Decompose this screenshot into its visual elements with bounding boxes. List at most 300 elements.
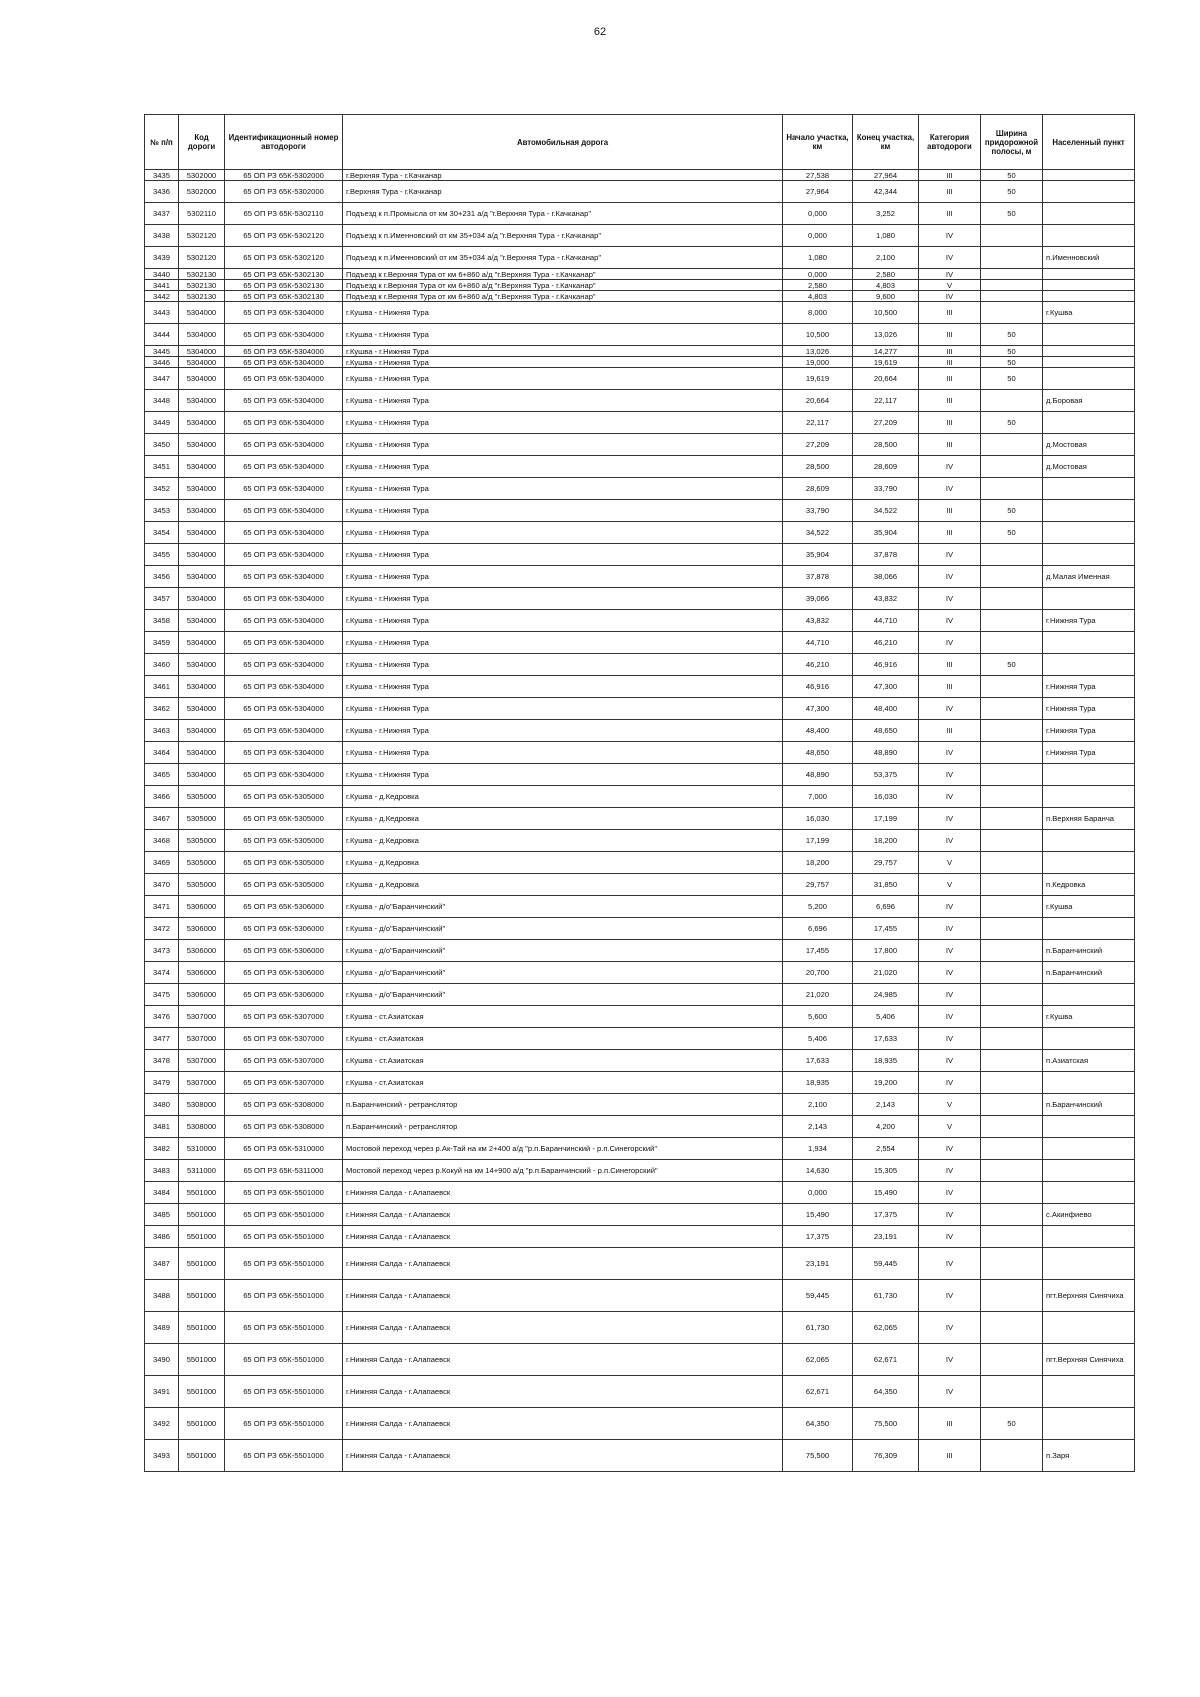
settlement-cell [1043, 918, 1135, 940]
settlement-cell [1043, 412, 1135, 434]
road-code-cell: 5304000 [179, 676, 225, 698]
road-code-cell: 5306000 [179, 962, 225, 984]
settlement-cell [1043, 786, 1135, 808]
end-km-cell: 28,609 [853, 456, 919, 478]
category-cell: IV [919, 1204, 981, 1226]
category-cell: IV [919, 1072, 981, 1094]
road-code-cell: 5304000 [179, 720, 225, 742]
settlement-cell: п.Баранчинский [1043, 1094, 1135, 1116]
road-code-cell: 5501000 [179, 1204, 225, 1226]
settlement-cell [1043, 324, 1135, 346]
end-km-cell: 15,490 [853, 1182, 919, 1204]
end-km-cell: 15,305 [853, 1160, 919, 1182]
width-cell [981, 764, 1043, 786]
road-code-cell: 5304000 [179, 610, 225, 632]
road-name-cell: г.Верхняя Тура - г.Качканар [343, 181, 783, 203]
category-cell: III [919, 368, 981, 390]
category-cell: III [919, 1408, 981, 1440]
row-number-cell: 3450 [145, 434, 179, 456]
road-id-cell: 65 ОП РЗ 65К-5304000 [225, 632, 343, 654]
row-number-cell: 3473 [145, 940, 179, 962]
start-km-cell: 44,710 [783, 632, 853, 654]
end-km-cell: 18,200 [853, 830, 919, 852]
road-id-cell: 65 ОП РЗ 65К-5304000 [225, 654, 343, 676]
settlement-cell: д.Малая Именная [1043, 566, 1135, 588]
category-cell: IV [919, 1028, 981, 1050]
road-name-cell: Подъезд к г.Верхняя Тура от км 6+860 а/д "г.Верхняя Тура - г.Качканар" [343, 269, 783, 280]
settlement-cell [1043, 1160, 1135, 1182]
row-number-cell: 3455 [145, 544, 179, 566]
width-cell: 50 [981, 368, 1043, 390]
road-id-cell: 65 ОП РЗ 65К-5308000 [225, 1116, 343, 1138]
start-km-cell: 0,000 [783, 203, 853, 225]
settlement-cell [1043, 544, 1135, 566]
table-row [145, 764, 1135, 786]
settlement-cell [1043, 1072, 1135, 1094]
end-km-cell: 34,522 [853, 500, 919, 522]
start-km-cell: 48,400 [783, 720, 853, 742]
row-number-cell: 3483 [145, 1160, 179, 1182]
road-name-cell: г.Кушва - г.Нижняя Тура [343, 698, 783, 720]
start-km-cell: 14,630 [783, 1160, 853, 1182]
start-km-cell: 1,934 [783, 1138, 853, 1160]
row-number-cell: 3480 [145, 1094, 179, 1116]
road-id-cell: 65 ОП РЗ 65К-5307000 [225, 1072, 343, 1094]
row-number-cell: 3444 [145, 324, 179, 346]
width-cell [981, 225, 1043, 247]
row-number-cell: 3437 [145, 203, 179, 225]
end-km-cell: 75,500 [853, 1408, 919, 1440]
table-row [145, 544, 1135, 566]
width-cell: 50 [981, 1408, 1043, 1440]
table-row [145, 896, 1135, 918]
road-code-cell: 5304000 [179, 302, 225, 324]
width-cell [981, 1182, 1043, 1204]
road-code-cell: 5304000 [179, 478, 225, 500]
road-code-cell: 5304000 [179, 522, 225, 544]
start-km-cell: 0,000 [783, 269, 853, 280]
width-cell: 50 [981, 203, 1043, 225]
width-cell [981, 1376, 1043, 1408]
settlement-cell [1043, 830, 1135, 852]
settlement-cell: г.Нижняя Тура [1043, 610, 1135, 632]
road-name-cell: г.Кушва - г.Нижняя Тура [343, 632, 783, 654]
width-cell [981, 1248, 1043, 1280]
table-row [145, 1072, 1135, 1094]
category-cell: V [919, 874, 981, 896]
road-name-cell: г.Кушва - ст.Азиатская [343, 1028, 783, 1050]
road-id-cell: 65 ОП РЗ 65К-5304000 [225, 566, 343, 588]
start-km-cell: 2,100 [783, 1094, 853, 1116]
end-km-cell: 28,500 [853, 434, 919, 456]
width-cell [981, 544, 1043, 566]
row-number-cell: 3449 [145, 412, 179, 434]
end-km-cell: 48,650 [853, 720, 919, 742]
table-row [145, 390, 1135, 412]
row-number-cell: 3471 [145, 896, 179, 918]
category-cell: IV [919, 610, 981, 632]
row-number-cell: 3486 [145, 1226, 179, 1248]
road-code-cell: 5304000 [179, 742, 225, 764]
width-cell: 50 [981, 500, 1043, 522]
road-id-cell: 65 ОП РЗ 65К-5501000 [225, 1248, 343, 1280]
settlement-cell [1043, 368, 1135, 390]
road-code-cell: 5304000 [179, 544, 225, 566]
row-number-cell: 3488 [145, 1280, 179, 1312]
width-cell [981, 1204, 1043, 1226]
start-km-cell: 27,538 [783, 170, 853, 181]
settlement-cell: г.Нижняя Тура [1043, 676, 1135, 698]
road-name-cell: г.Кушва - г.Нижняя Тура [343, 522, 783, 544]
settlement-cell: п.Баранчинский [1043, 940, 1135, 962]
start-km-cell: 19,619 [783, 368, 853, 390]
settlement-cell [1043, 1376, 1135, 1408]
road-id-cell: 65 ОП РЗ 65К-5302000 [225, 181, 343, 203]
category-cell: III [919, 654, 981, 676]
start-km-cell: 21,020 [783, 984, 853, 1006]
category-cell: IV [919, 632, 981, 654]
road-name-cell: г.Кушва - г.Нижняя Тура [343, 544, 783, 566]
road-id-cell: 65 ОП РЗ 65К-5304000 [225, 456, 343, 478]
start-km-cell: 0,000 [783, 225, 853, 247]
category-cell: IV [919, 1344, 981, 1376]
end-km-cell: 38,066 [853, 566, 919, 588]
table-row [145, 720, 1135, 742]
road-id-cell: 65 ОП РЗ 65К-5304000 [225, 676, 343, 698]
road-id-cell: 65 ОП РЗ 65К-5501000 [225, 1312, 343, 1344]
end-km-cell: 17,800 [853, 940, 919, 962]
category-cell: III [919, 302, 981, 324]
road-name-cell: г.Нижняя Салда - г.Алапаевск [343, 1440, 783, 1472]
end-km-cell: 6,696 [853, 896, 919, 918]
row-number-cell: 3472 [145, 918, 179, 940]
row-number-cell: 3481 [145, 1116, 179, 1138]
settlement-cell [1043, 346, 1135, 357]
road-id-cell: 65 ОП РЗ 65К-5304000 [225, 720, 343, 742]
table-row [145, 346, 1135, 357]
width-cell: 50 [981, 181, 1043, 203]
start-km-cell: 17,375 [783, 1226, 853, 1248]
road-name-cell: г.Кушва - г.Нижняя Тура [343, 742, 783, 764]
width-cell [981, 786, 1043, 808]
header-cell: Ширина придорожной полосы, м [981, 115, 1043, 170]
table-row [145, 566, 1135, 588]
table-row [145, 654, 1135, 676]
settlement-cell [1043, 1116, 1135, 1138]
width-cell [981, 1116, 1043, 1138]
width-cell [981, 478, 1043, 500]
road-code-cell: 5304000 [179, 390, 225, 412]
start-km-cell: 20,700 [783, 962, 853, 984]
settlement-cell [1043, 478, 1135, 500]
row-number-cell: 3445 [145, 346, 179, 357]
road-code-cell: 5302130 [179, 269, 225, 280]
road-code-cell: 5306000 [179, 940, 225, 962]
width-cell [981, 566, 1043, 588]
road-name-cell: г.Кушва - г.Нижняя Тура [343, 368, 783, 390]
settlement-cell [1043, 1226, 1135, 1248]
end-km-cell: 17,455 [853, 918, 919, 940]
category-cell: III [919, 412, 981, 434]
start-km-cell: 5,200 [783, 896, 853, 918]
road-code-cell: 5305000 [179, 786, 225, 808]
width-cell [981, 434, 1043, 456]
end-km-cell: 10,500 [853, 302, 919, 324]
road-id-cell: 65 ОП РЗ 65К-5304000 [225, 368, 343, 390]
settlement-cell [1043, 654, 1135, 676]
table-header-row [145, 115, 1135, 170]
road-code-cell: 5304000 [179, 588, 225, 610]
end-km-cell: 1,080 [853, 225, 919, 247]
settlement-cell: г.Кушва [1043, 896, 1135, 918]
end-km-cell: 33,790 [853, 478, 919, 500]
category-cell: IV [919, 764, 981, 786]
row-number-cell: 3454 [145, 522, 179, 544]
row-number-cell: 3462 [145, 698, 179, 720]
row-number-cell: 3492 [145, 1408, 179, 1440]
road-id-cell: 65 ОП РЗ 65К-5307000 [225, 1050, 343, 1072]
start-km-cell: 29,757 [783, 874, 853, 896]
category-cell: III [919, 357, 981, 368]
road-id-cell: 65 ОП РЗ 65К-5306000 [225, 918, 343, 940]
start-km-cell: 16,030 [783, 808, 853, 830]
start-km-cell: 17,633 [783, 1050, 853, 1072]
road-name-cell: г.Кушва - г.Нижняя Тура [343, 500, 783, 522]
road-name-cell: г.Кушва - ст.Азиатская [343, 1050, 783, 1072]
category-cell: V [919, 852, 981, 874]
settlement-cell: г.Нижняя Тура [1043, 742, 1135, 764]
road-id-cell: 65 ОП РЗ 65К-5310000 [225, 1138, 343, 1160]
row-number-cell: 3463 [145, 720, 179, 742]
category-cell: IV [919, 786, 981, 808]
settlement-cell [1043, 291, 1135, 302]
start-km-cell: 39,066 [783, 588, 853, 610]
road-name-cell: Подъезд к п.Именновский от км 35+034 а/д "г.Верхняя Тура - г.Качканар" [343, 247, 783, 269]
road-id-cell: 65 ОП РЗ 65К-5501000 [225, 1226, 343, 1248]
roads-table [144, 114, 1135, 1472]
settlement-cell: п.Верхняя Баранча [1043, 808, 1135, 830]
category-cell: IV [919, 1226, 981, 1248]
road-id-cell: 65 ОП РЗ 65К-5304000 [225, 522, 343, 544]
road-id-cell: 65 ОП РЗ 65К-5304000 [225, 500, 343, 522]
row-number-cell: 3487 [145, 1248, 179, 1280]
settlement-cell [1043, 1182, 1135, 1204]
table-row [145, 1094, 1135, 1116]
row-number-cell: 3482 [145, 1138, 179, 1160]
category-cell: V [919, 1116, 981, 1138]
category-cell: IV [919, 456, 981, 478]
start-km-cell: 43,832 [783, 610, 853, 632]
table-row [145, 1028, 1135, 1050]
road-code-cell: 5302000 [179, 170, 225, 181]
start-km-cell: 48,890 [783, 764, 853, 786]
settlement-cell [1043, 1312, 1135, 1344]
table-row [145, 1344, 1135, 1376]
road-id-cell: 65 ОП РЗ 65К-5302120 [225, 247, 343, 269]
table-row [145, 698, 1135, 720]
start-km-cell: 22,117 [783, 412, 853, 434]
settlement-cell [1043, 500, 1135, 522]
road-id-cell: 65 ОП РЗ 65К-5304000 [225, 610, 343, 632]
road-code-cell: 5501000 [179, 1440, 225, 1472]
settlement-cell [1043, 1028, 1135, 1050]
width-cell [981, 280, 1043, 291]
road-id-cell: 65 ОП РЗ 65К-5302130 [225, 280, 343, 291]
road-code-cell: 5304000 [179, 632, 225, 654]
start-km-cell: 18,935 [783, 1072, 853, 1094]
settlement-cell [1043, 280, 1135, 291]
width-cell [981, 247, 1043, 269]
road-id-cell: 65 ОП РЗ 65К-5304000 [225, 588, 343, 610]
start-km-cell: 34,522 [783, 522, 853, 544]
table-row [145, 1376, 1135, 1408]
road-name-cell: г.Кушва - д.Кедровка [343, 874, 783, 896]
table-row [145, 434, 1135, 456]
row-number-cell: 3464 [145, 742, 179, 764]
table-row [145, 962, 1135, 984]
road-name-cell: г.Кушва - г.Нижняя Тура [343, 588, 783, 610]
road-id-cell: 65 ОП РЗ 65К-5311000 [225, 1160, 343, 1182]
end-km-cell: 19,619 [853, 357, 919, 368]
settlement-cell: пгт.Верхняя Синячиха [1043, 1344, 1135, 1376]
road-id-cell: 65 ОП РЗ 65К-5304000 [225, 434, 343, 456]
road-name-cell: г.Кушва - д.Кедровка [343, 808, 783, 830]
road-name-cell: г.Кушва - г.Нижняя Тура [343, 357, 783, 368]
row-number-cell: 3438 [145, 225, 179, 247]
start-km-cell: 19,000 [783, 357, 853, 368]
width-cell [981, 918, 1043, 940]
settlement-cell [1043, 1248, 1135, 1280]
road-id-cell: 65 ОП РЗ 65К-5305000 [225, 830, 343, 852]
road-code-cell: 5304000 [179, 500, 225, 522]
start-km-cell: 1,080 [783, 247, 853, 269]
road-name-cell: г.Верхняя Тура - г.Качканар [343, 170, 783, 181]
start-km-cell: 48,650 [783, 742, 853, 764]
road-name-cell: г.Нижняя Салда - г.Алапаевск [343, 1408, 783, 1440]
end-km-cell: 5,406 [853, 1006, 919, 1028]
start-km-cell: 35,904 [783, 544, 853, 566]
road-name-cell: Мостовой переход через р.Ак-Тай на км 2+400 а/д "р.п.Баранчинский - р.п.Синегорский" [343, 1138, 783, 1160]
end-km-cell: 48,890 [853, 742, 919, 764]
start-km-cell: 4,803 [783, 291, 853, 302]
end-km-cell: 42,344 [853, 181, 919, 203]
category-cell: IV [919, 1182, 981, 1204]
end-km-cell: 4,803 [853, 280, 919, 291]
category-cell: V [919, 280, 981, 291]
table-row [145, 874, 1135, 896]
settlement-cell [1043, 1408, 1135, 1440]
road-name-cell: Подъезд к п.Именновский от км 35+034 а/д "г.Верхняя Тура - г.Качканар" [343, 225, 783, 247]
width-cell [981, 720, 1043, 742]
width-cell [981, 874, 1043, 896]
road-code-cell: 5304000 [179, 654, 225, 676]
road-id-cell: 65 ОП РЗ 65К-5302120 [225, 225, 343, 247]
end-km-cell: 31,850 [853, 874, 919, 896]
category-cell: III [919, 390, 981, 412]
row-number-cell: 3439 [145, 247, 179, 269]
category-cell: III [919, 522, 981, 544]
road-id-cell: 65 ОП РЗ 65К-5501000 [225, 1344, 343, 1376]
width-cell [981, 456, 1043, 478]
width-cell: 50 [981, 412, 1043, 434]
start-km-cell: 10,500 [783, 324, 853, 346]
category-cell: III [919, 203, 981, 225]
road-name-cell: г.Нижняя Салда - г.Алапаевск [343, 1182, 783, 1204]
road-id-cell: 65 ОП РЗ 65К-5501000 [225, 1376, 343, 1408]
road-code-cell: 5307000 [179, 1028, 225, 1050]
category-cell: IV [919, 478, 981, 500]
row-number-cell: 3447 [145, 368, 179, 390]
category-cell: V [919, 1094, 981, 1116]
width-cell [981, 808, 1043, 830]
road-code-cell: 5302120 [179, 225, 225, 247]
start-km-cell: 7,000 [783, 786, 853, 808]
row-number-cell: 3461 [145, 676, 179, 698]
table-row [145, 632, 1135, 654]
category-cell: III [919, 676, 981, 698]
row-number-cell: 3477 [145, 1028, 179, 1050]
start-km-cell: 15,490 [783, 1204, 853, 1226]
start-km-cell: 33,790 [783, 500, 853, 522]
road-name-cell: п.Баранчинский - ретранслятор [343, 1116, 783, 1138]
table-row [145, 1006, 1135, 1028]
end-km-cell: 27,964 [853, 170, 919, 181]
road-code-cell: 5304000 [179, 434, 225, 456]
road-code-cell: 5302000 [179, 181, 225, 203]
table-row [145, 1204, 1135, 1226]
end-km-cell: 44,710 [853, 610, 919, 632]
category-cell: IV [919, 1006, 981, 1028]
width-cell: 50 [981, 324, 1043, 346]
width-cell [981, 830, 1043, 852]
category-cell: IV [919, 269, 981, 280]
start-km-cell: 61,730 [783, 1312, 853, 1344]
end-km-cell: 46,210 [853, 632, 919, 654]
header-cell: Категория автодороги [919, 115, 981, 170]
road-name-cell: Мостовой переход через р.Кокуй на км 14+900 а/д "р.п.Баранчинский - р.п.Синегорский" [343, 1160, 783, 1182]
width-cell: 50 [981, 522, 1043, 544]
road-code-cell: 5305000 [179, 808, 225, 830]
road-id-cell: 65 ОП РЗ 65К-5304000 [225, 324, 343, 346]
row-number-cell: 3456 [145, 566, 179, 588]
category-cell: III [919, 170, 981, 181]
road-id-cell: 65 ОП РЗ 65К-5305000 [225, 874, 343, 896]
settlement-cell [1043, 764, 1135, 786]
end-km-cell: 64,350 [853, 1376, 919, 1408]
road-code-cell: 5302110 [179, 203, 225, 225]
row-number-cell: 3470 [145, 874, 179, 896]
road-code-cell: 5304000 [179, 698, 225, 720]
row-number-cell: 3485 [145, 1204, 179, 1226]
width-cell [981, 632, 1043, 654]
width-cell [981, 390, 1043, 412]
road-name-cell: г.Кушва - г.Нижняя Тура [343, 324, 783, 346]
road-name-cell: г.Нижняя Салда - г.Алапаевск [343, 1312, 783, 1344]
width-cell [981, 1312, 1043, 1344]
header-cell: № п/п [145, 115, 179, 170]
row-number-cell: 3490 [145, 1344, 179, 1376]
end-km-cell: 4,200 [853, 1116, 919, 1138]
table-row [145, 280, 1135, 291]
category-cell: IV [919, 918, 981, 940]
width-cell [981, 742, 1043, 764]
width-cell: 50 [981, 346, 1043, 357]
category-cell: IV [919, 962, 981, 984]
road-code-cell: 5305000 [179, 852, 225, 874]
end-km-cell: 14,277 [853, 346, 919, 357]
header-cell: Автомобильная дорога [343, 115, 783, 170]
settlement-cell: с.Акинфиево [1043, 1204, 1135, 1226]
